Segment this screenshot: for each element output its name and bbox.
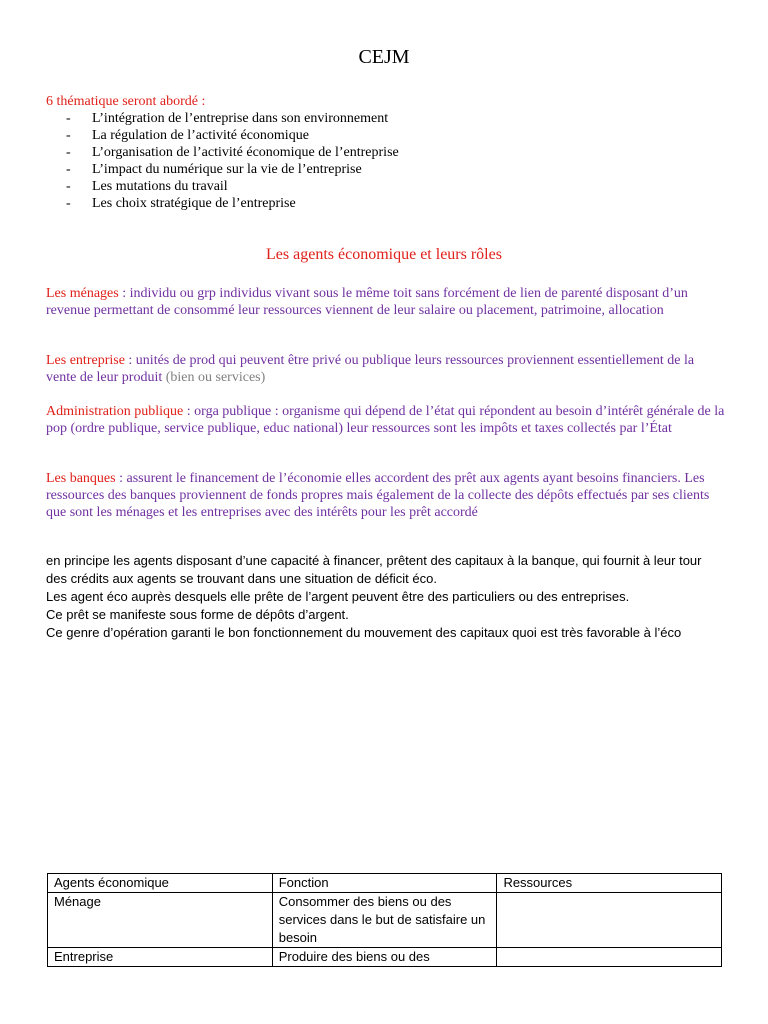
topic-text: Les mutations du travail bbox=[92, 179, 228, 194]
table-cell: Consommer des biens ou des services dans le but de satisfaire un besoin bbox=[272, 893, 497, 948]
table-header-cell: Ressources bbox=[497, 874, 722, 893]
body-paragraph: Les agent éco auprès desquels elle prête de l’argent peuvent être des particuliers ou des entreprises. bbox=[46, 589, 630, 604]
list-item bbox=[66, 110, 399, 127]
list-item bbox=[66, 127, 399, 144]
body-paragraph: Ce prêt se manifeste sous forme de dépôts d’argent. bbox=[46, 607, 349, 622]
bullet-dash: - bbox=[66, 145, 71, 160]
agent-paragraph-administration bbox=[46, 403, 726, 437]
agent-paragraph-menages bbox=[46, 285, 726, 319]
section-title: Les agents économique et leurs rôles bbox=[266, 246, 502, 263]
list-item bbox=[66, 144, 399, 161]
table-cell bbox=[497, 893, 722, 948]
agent-term: Les entreprise bbox=[46, 353, 125, 368]
body-paragraph: en principe les agents disposant d’une capacité à financer, prêtent des capitaux à la banque, qui fournit à leur tour des crédits aux agents se trouvant dans une situation de déficit éco. bbox=[46, 553, 702, 586]
agent-note: (bien ou services) bbox=[165, 370, 266, 385]
bullet-dash: - bbox=[66, 196, 71, 211]
agent-term: Les banques bbox=[46, 471, 116, 486]
agent-definition: : individu ou grp individus vivant sous le même toit sans forcément de lien de parenté disposant d’un revenue permettant de consommé leur ressources viennent de leur salaire ou placement, patrimoine, allocation bbox=[46, 286, 688, 318]
agent-term: Administration publique bbox=[46, 404, 184, 419]
agent-paragraph-entreprise bbox=[46, 352, 726, 386]
agent-definition: : unités de prod qui peuvent être privé ou publique leurs ressources proviennent essentiellement de la vente de leur produit bbox=[46, 353, 695, 385]
topic-text: L’impact du numérique sur la vie de l’entreprise bbox=[92, 162, 362, 177]
agents-table bbox=[47, 873, 722, 967]
table-header-cell: Agents économique bbox=[48, 874, 273, 893]
bullet-dash: - bbox=[66, 162, 71, 177]
table-cell: Ménage bbox=[48, 893, 273, 948]
topics-list bbox=[66, 110, 399, 212]
topic-text: Les choix stratégique de l’entreprise bbox=[92, 196, 296, 211]
list-item bbox=[66, 178, 399, 195]
table-cell: Produire des biens ou des bbox=[272, 948, 497, 967]
list-item bbox=[66, 161, 399, 178]
intro-line: 6 thématique seront abordé : bbox=[46, 94, 206, 109]
agent-definition: : orga publique : organisme qui dépend de l’état qui répondent au besoin d’intérêt générale de la pop (ordre publique, service publique, educ national) leur ressources sont les impôts et taxes collectés par l’État bbox=[46, 404, 725, 436]
body-text bbox=[46, 552, 726, 642]
bullet-dash: - bbox=[66, 179, 71, 194]
table-header-row bbox=[48, 874, 722, 893]
topic-text: L’organisation de l’activité économique de l’entreprise bbox=[92, 145, 399, 160]
table-row bbox=[48, 893, 722, 948]
list-item bbox=[66, 195, 399, 212]
topic-text: L’intégration de l’entreprise dans son environnement bbox=[92, 111, 389, 126]
document-title: CEJM bbox=[358, 46, 410, 68]
bullet-dash: - bbox=[66, 128, 71, 143]
agent-definition: : assurent le financement de l’économie elles accordent des prêt aux agents ayant besoins financiers. Les ressources des banques proviennent de fonds propres mais également de la collecte des dépôts effectués par ses clients que sont les ménages et les entreprises avec des intérêts pour les prêt accordé bbox=[46, 471, 710, 520]
table-cell: Entreprise bbox=[48, 948, 273, 967]
body-paragraph: Ce genre d’opération garanti le bon fonctionnement du mouvement des capitaux quoi est très favorable à l’éco bbox=[46, 625, 682, 640]
table-header-cell: Fonction bbox=[272, 874, 497, 893]
agent-term: Les ménages bbox=[46, 286, 119, 301]
bullet-dash: - bbox=[66, 111, 71, 126]
table-row bbox=[48, 948, 722, 967]
topic-text: La régulation de l’activité économique bbox=[92, 128, 309, 143]
agent-paragraph-banques bbox=[46, 470, 726, 521]
table-cell bbox=[497, 948, 722, 967]
